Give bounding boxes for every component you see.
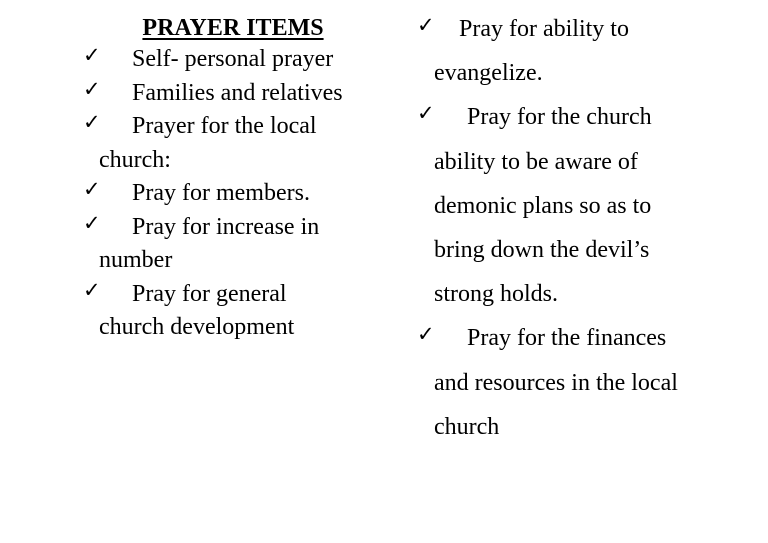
list-item-text: Pray for the church ability to be aware of demonic plans so as to bring down the devil’s strong holds. — [434, 104, 652, 308]
check-icon: ✓ — [83, 277, 101, 302]
list-item-text: Families and relatives — [132, 79, 343, 106]
list-item — [0, 316, 768, 449]
check-icon: ✓ — [83, 210, 101, 235]
page-title: PRAYER ITEMS — [142, 15, 324, 41]
list-item-text: Pray for increase in number — [99, 213, 320, 273]
list-item-text: Pray for the finances and resources in the local church — [434, 325, 678, 440]
list-item — [0, 7, 768, 95]
list-item-text: Pray for members. — [132, 180, 310, 206]
check-icon: ✓ — [83, 43, 101, 67]
check-icon: ✓ — [83, 177, 101, 201]
check-icon: ✓ — [83, 110, 101, 134]
check-icon: ✓ — [417, 13, 435, 37]
check-icon: ✓ — [417, 101, 435, 126]
list-item — [0, 95, 768, 316]
list-item-text: Prayer for the local church: — [99, 113, 317, 173]
list-item-text: Pray for ability to evangelize. — [434, 16, 629, 87]
list-item-text: Pray for general church development — [99, 280, 295, 340]
check-icon: ✓ — [417, 322, 435, 347]
right-prayer-list — [0, 7, 768, 449]
check-icon: ✓ — [83, 76, 101, 101]
list-item-text: Self- personal prayer — [132, 46, 334, 72]
